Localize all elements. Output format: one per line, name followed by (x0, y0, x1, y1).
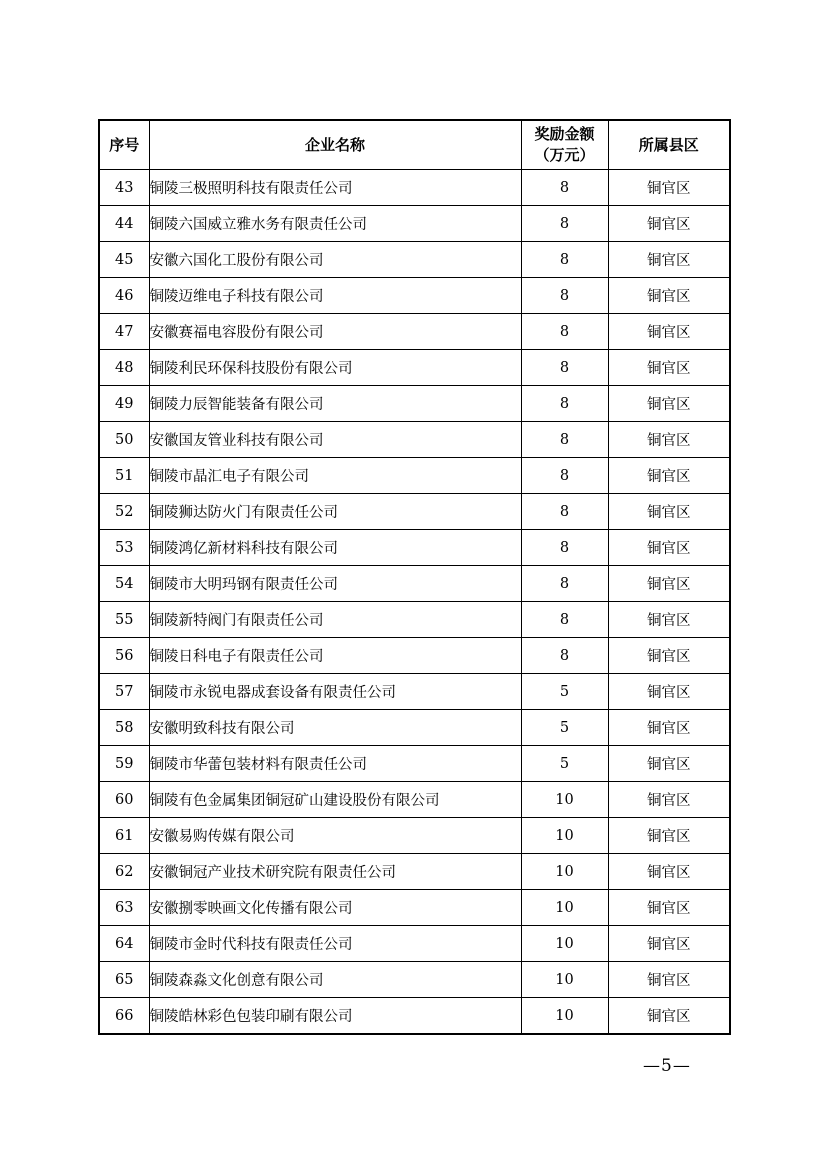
row-index: 60 (99, 782, 149, 818)
row-district: 铜官区 (608, 350, 730, 386)
row-district: 铜官区 (608, 458, 730, 494)
row-amount: 8 (521, 638, 608, 674)
header-index: 序号 (99, 120, 149, 170)
header-amount-line2: （万元） (534, 146, 595, 164)
table-row (99, 782, 730, 818)
row-company-name: 安徽明致科技有限公司 (149, 710, 521, 746)
row-company-name: 安徽国友管业科技有限公司 (149, 422, 521, 458)
row-amount: 10 (521, 818, 608, 854)
row-index: 46 (99, 278, 149, 314)
row-district: 铜官区 (608, 422, 730, 458)
row-amount: 8 (521, 566, 608, 602)
row-amount: 8 (521, 170, 608, 206)
row-district: 铜官区 (608, 494, 730, 530)
table-row (99, 818, 730, 854)
row-district: 铜官区 (608, 638, 730, 674)
table-row (99, 854, 730, 890)
row-amount: 10 (521, 782, 608, 818)
table-header-row (99, 120, 730, 170)
table-row (99, 998, 730, 1035)
row-index: 63 (99, 890, 149, 926)
table-row (99, 638, 730, 674)
row-amount: 8 (521, 350, 608, 386)
row-index: 58 (99, 710, 149, 746)
row-index: 49 (99, 386, 149, 422)
table-row (99, 206, 730, 242)
row-company-name: 安徽捌零映画文化传播有限公司 (149, 890, 521, 926)
row-index: 44 (99, 206, 149, 242)
table-row (99, 386, 730, 422)
header-district: 所属县区 (608, 120, 730, 170)
row-district: 铜官区 (608, 890, 730, 926)
row-amount: 8 (521, 458, 608, 494)
row-amount: 5 (521, 746, 608, 782)
row-index: 52 (99, 494, 149, 530)
table-row (99, 314, 730, 350)
row-index: 55 (99, 602, 149, 638)
row-company-name: 铜陵三极照明科技有限责任公司 (149, 170, 521, 206)
row-company-name: 铜陵狮达防火门有限责任公司 (149, 494, 521, 530)
row-district: 铜官区 (608, 818, 730, 854)
table-row (99, 422, 730, 458)
table-row (99, 674, 730, 710)
table-row (99, 530, 730, 566)
row-company-name: 铜陵利民环保科技股份有限公司 (149, 350, 521, 386)
table-row (99, 242, 730, 278)
row-company-name: 安徽六国化工股份有限公司 (149, 242, 521, 278)
row-company-name: 铜陵六国威立雅水务有限责任公司 (149, 206, 521, 242)
table-row (99, 746, 730, 782)
row-company-name: 铜陵市金时代科技有限责任公司 (149, 926, 521, 962)
row-index: 57 (99, 674, 149, 710)
row-index: 54 (99, 566, 149, 602)
table-row (99, 566, 730, 602)
row-index: 50 (99, 422, 149, 458)
row-index: 62 (99, 854, 149, 890)
row-district: 铜官区 (608, 782, 730, 818)
row-company-name: 安徽铜冠产业技术研究院有限责任公司 (149, 854, 521, 890)
row-amount: 8 (521, 278, 608, 314)
row-amount: 8 (521, 494, 608, 530)
row-amount: 10 (521, 926, 608, 962)
row-amount: 8 (521, 530, 608, 566)
row-company-name: 铜陵市晶汇电子有限公司 (149, 458, 521, 494)
row-amount: 8 (521, 422, 608, 458)
row-company-name: 铜陵迈维电子科技有限公司 (149, 278, 521, 314)
row-district: 铜官区 (608, 962, 730, 998)
row-index: 66 (99, 998, 149, 1035)
row-company-name: 铜陵市永锐电器成套设备有限责任公司 (149, 674, 521, 710)
row-index: 65 (99, 962, 149, 998)
row-district: 铜官区 (608, 926, 730, 962)
row-amount: 8 (521, 206, 608, 242)
page-number: —5— (643, 1056, 691, 1076)
row-index: 45 (99, 242, 149, 278)
row-district: 铜官区 (608, 530, 730, 566)
row-company-name: 铜陵有色金属集团铜冠矿山建设股份有限公司 (149, 782, 521, 818)
header-name: 企业名称 (149, 120, 521, 170)
table-row (99, 494, 730, 530)
table-row (99, 890, 730, 926)
row-index: 51 (99, 458, 149, 494)
row-amount: 5 (521, 710, 608, 746)
table-row (99, 602, 730, 638)
award-table (98, 119, 731, 1035)
row-index: 53 (99, 530, 149, 566)
row-amount: 8 (521, 314, 608, 350)
row-index: 47 (99, 314, 149, 350)
row-company-name: 铜陵市大明玛钢有限责任公司 (149, 566, 521, 602)
table-row (99, 926, 730, 962)
table-row (99, 170, 730, 206)
row-district: 铜官区 (608, 386, 730, 422)
row-district: 铜官区 (608, 170, 730, 206)
row-district: 铜官区 (608, 278, 730, 314)
row-district: 铜官区 (608, 998, 730, 1035)
row-company-name: 铜陵鸿亿新材料科技有限公司 (149, 530, 521, 566)
row-district: 铜官区 (608, 674, 730, 710)
table-body (99, 170, 730, 1035)
row-district: 铜官区 (608, 710, 730, 746)
header-amount (521, 120, 608, 170)
row-amount: 8 (521, 386, 608, 422)
row-index: 43 (99, 170, 149, 206)
row-district: 铜官区 (608, 602, 730, 638)
table-row (99, 710, 730, 746)
row-company-name: 铜陵市华蕾包装材料有限责任公司 (149, 746, 521, 782)
row-index: 48 (99, 350, 149, 386)
table-row (99, 278, 730, 314)
row-company-name: 安徽赛福电容股份有限公司 (149, 314, 521, 350)
table-row (99, 350, 730, 386)
row-index: 56 (99, 638, 149, 674)
row-amount: 5 (521, 674, 608, 710)
row-amount: 10 (521, 962, 608, 998)
row-district: 铜官区 (608, 242, 730, 278)
row-index: 64 (99, 926, 149, 962)
row-amount: 10 (521, 854, 608, 890)
row-company-name: 铜陵日科电子有限责任公司 (149, 638, 521, 674)
row-index: 61 (99, 818, 149, 854)
row-company-name: 安徽易购传媒有限公司 (149, 818, 521, 854)
row-district: 铜官区 (608, 746, 730, 782)
row-amount: 10 (521, 890, 608, 926)
row-amount: 8 (521, 242, 608, 278)
row-company-name: 铜陵力辰智能装备有限公司 (149, 386, 521, 422)
table-row (99, 962, 730, 998)
row-amount: 10 (521, 998, 608, 1035)
row-district: 铜官区 (608, 566, 730, 602)
row-company-name: 铜陵森淼文化创意有限公司 (149, 962, 521, 998)
row-company-name: 铜陵皓林彩色包装印刷有限公司 (149, 998, 521, 1035)
row-district: 铜官区 (608, 206, 730, 242)
row-company-name: 铜陵新特阀门有限责任公司 (149, 602, 521, 638)
row-district: 铜官区 (608, 854, 730, 890)
row-index: 59 (99, 746, 149, 782)
row-amount: 8 (521, 602, 608, 638)
header-amount-line1: 奖励金额 (534, 125, 595, 143)
table-row (99, 458, 730, 494)
row-district: 铜官区 (608, 314, 730, 350)
